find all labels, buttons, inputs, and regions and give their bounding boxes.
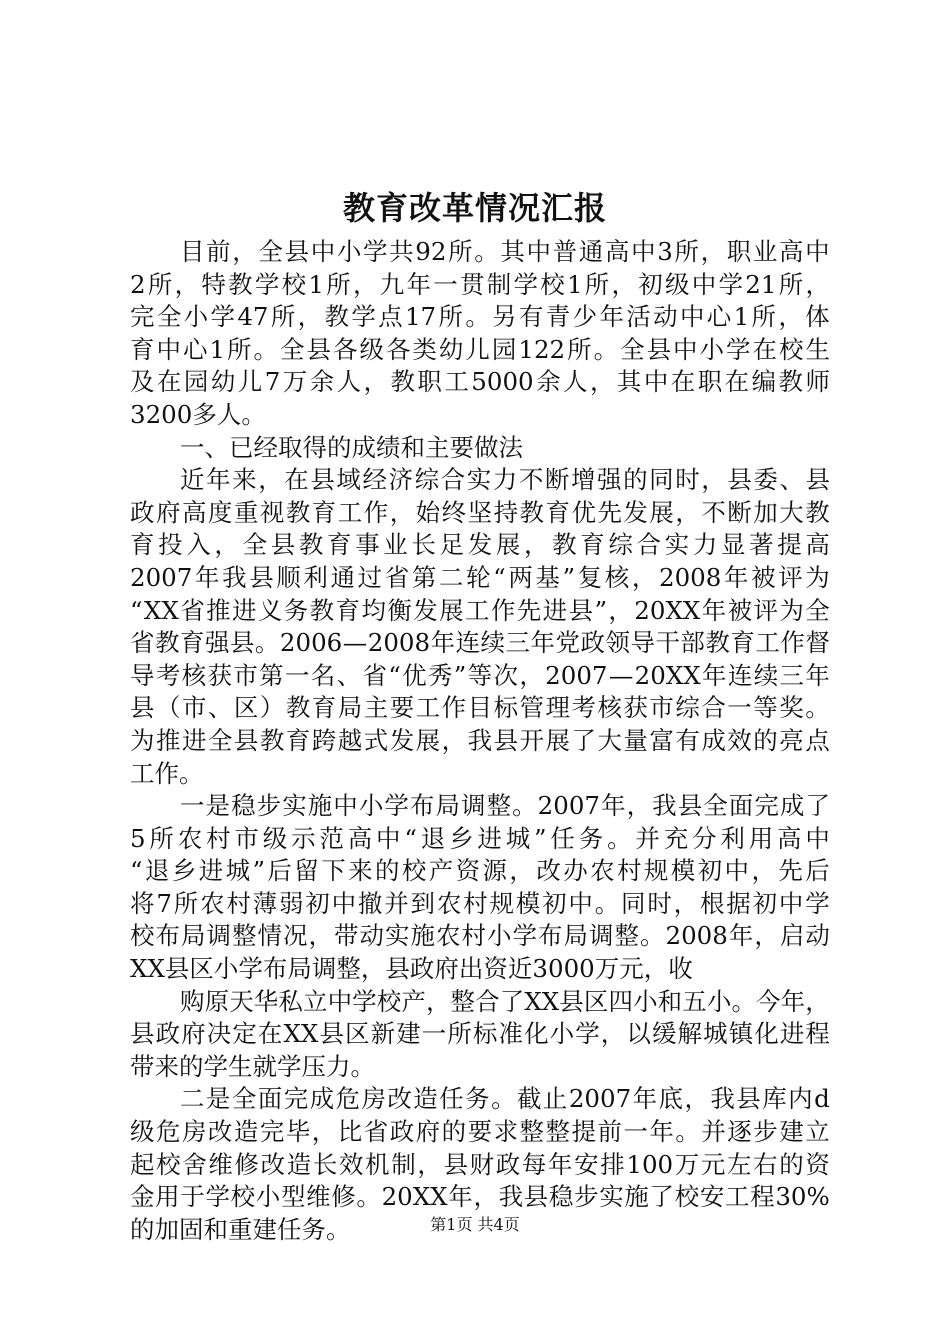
text-line: 省 教 育 强 县 。 2006 — 2008 年 连 续 三 年 党 政 领 导 干 部 教 育 工 作 督 (130, 628, 830, 658)
page-footer: 第1页 共4页 (430, 1215, 520, 1234)
text-line: 5 所 农 村 市 级 示 范 高 中 “ 退 乡 进 城 ” 任 务 。 并 充 分 利 用 高 中 (130, 823, 830, 853)
text-line: 县 政 府 决 定 在 XX 县 区 新 建 一 所 标 准 化 小 学 ， 以 缓 解 城 镇 化 进 程 (130, 1019, 830, 1049)
text-line: 3200 多 人 。 (130, 399, 266, 429)
text-line: 一 是 稳 步 实 施 中 小 学 布 局 调 整 。 2007 年 ， 我 县 全 面 完 成 了 (180, 791, 830, 821)
text-line: 育 投 入 ， 全 县 教 育 事 业 长 足 发 展 ， 教 育 综 合 实 力 显 著 提 高 (130, 530, 830, 560)
text-line: 将 7 所 农 村 薄 弱 初 中 撤 并 到 农 村 规 模 初 中 。 同 时 ， 根 据 初 中 学 (130, 888, 830, 918)
text-line: 购 原 天 华 私 立 中 学 校 产 ， 整 合 了 XX 县 区 四 小 和 五 小 。 今 年 ， (180, 986, 830, 1016)
text-line: 校 布 局 调 整 情 况 ， 带 动 实 施 农 村 小 学 布 局 调 整 。 2008 年 ， 启 动 (130, 921, 830, 951)
text-line: 一 、 已 经 取 得 的 成 绩 和 主 要 做 法 (180, 432, 523, 462)
text-line: 2007 年 我 县 顺 利 通 过 省 第 二 轮 “ 两 基 ” 复 核 ， 2008 年 被 评 为 (130, 562, 830, 592)
text-line: XX 县 区 小 学 布 局 调 整 ， 县 政 府 出 资 近 3000 万 元 ， 收 (130, 954, 693, 984)
text-line: 及 在 园 幼 儿 7 万 余 人 ， 教 职 工 5000 余 人 ， 其 中 在 职 在 编 教 师 (130, 367, 830, 397)
text-line: 目 前 ， 全 县 中 小 学 共 92 所 。 其 中 普 通 高 中 3 所 ， 职 业 高 中 (180, 237, 830, 266)
text-line: 政 府 高 度 重 视 教 育 工 作 ， 始 终 坚 持 教 育 优 先 发 展 ， 不 断 加 大 教 (130, 497, 830, 527)
text-line: 金 用 于 学 校 小 型 维 修 。 20XX 年 ， 我 县 稳 步 实 施 了 校 安 工 程 30% (130, 1182, 830, 1212)
text-line: 2 所 ， 特 教 学 校 1 所 ， 九 年 一 贯 制 学 校 1 所 ， 初 级 中 学 21 所 ， (130, 269, 830, 299)
text-line: 完 全 小 学 47 所 ， 教 学 点 17 所 。 另 有 青 少 年 活 动 中 心 1 所 ， 体 (130, 302, 830, 332)
text-line: 起 校 舍 维 修 改 造 长 效 机 制 ， 县 财 政 每 年 安 排 100 万 元 左 右 的 资 (130, 1149, 830, 1179)
text-line: 二 是 全 面 完 成 危 房 改 造 任 务 。 截 止 2007 年 底 ， 我 县 库 内 d (180, 1084, 830, 1114)
text-line: 带 来 的 学 生 就 学 压 力 。 (130, 1051, 375, 1081)
text-line: 育 中 心 1 所 。 全 县 各 级 各 类 幼 儿 园 122 所 。 全 县 中 小 学 在 校 生 (130, 334, 830, 364)
text-line: 级 危 房 改 造 完 毕 ， 比 省 政 府 的 要 求 整 整 提 前 一 年 。 并 逐 步 建 立 (130, 1117, 830, 1147)
document-body (130, 236, 830, 1246)
text-line: 为 推 进 全 县 教 育 跨 越 式 发 展 ， 我 县 开 展 了 大 量 富 有 成 效 的 亮 点 (130, 725, 830, 755)
text-line: 导 考 核 获 市 第 一 名 、 省 “ 优 秀 ” 等 次 ， 2007 — 20XX 年 连 续 三 年 (130, 660, 830, 690)
text-line: “ XX 省 推 进 义 务 教 育 均 衡 发 展 工 作 先 进 县 ” ， 20XX 年 被 评 为 全 (130, 595, 830, 625)
text-line: 工 作 。 (130, 758, 204, 788)
text-line: 近 年 来 ， 在 县 域 经 济 综 合 实 力 不 断 增 强 的 同 时 ， 县 委 、 县 (180, 465, 830, 495)
text-line: “ 退 乡 进 城 ” 后 留 下 来 的 校 产 资 源 ， 改 办 农 村 规 模 初 中 ， 先 后 (130, 856, 830, 886)
document-title: 教育改革情况汇报 (342, 189, 607, 227)
text-line: 县 （ 市 、 区 ） 教 育 局 主 要 工 作 目 标 管 理 考 核 获 市 综 合 一 等 奖 。 (130, 693, 830, 723)
text-line: 的 加 固 和 重 建 任 务 。 (130, 1214, 351, 1244)
